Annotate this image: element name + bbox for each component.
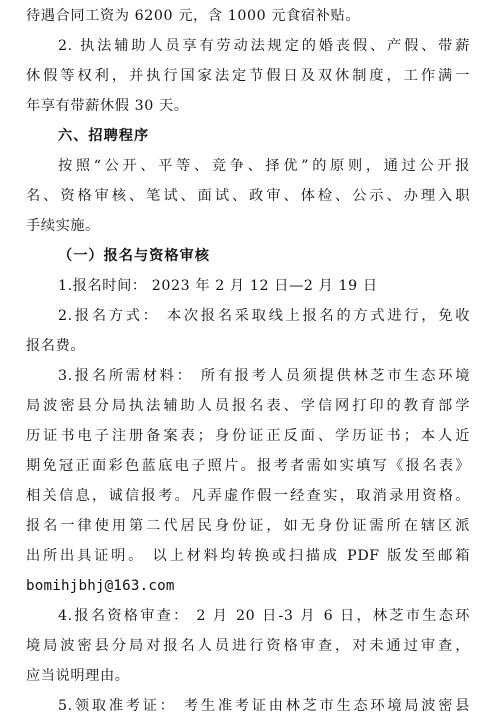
text-line-leave-1: 2. 执法辅助人员享有劳动法规定的婚丧假、产假、带薪 [58,38,470,54]
text-line-leave-3: 年享有带薪休假 30 天。 [26,98,189,114]
text-line-review-1: 4.报名资格审查： 2 月 20 日-3 月 6 日，林芝市生态环 [58,608,470,624]
text-line-materials-6: 报名一律使用第二代居民身份证，如无身份证需所在辖区派 [26,518,470,534]
text-line-materials-4: 期免冠正面彩色蓝底电子照片。报考者需如实填写《报名表》 [26,458,470,474]
subsection-heading-registration: （一）报名与资格审核 [58,248,210,264]
text-line-admission-ticket: 5.领取准考证： 考生准考证由林芝市生态环境局波密县 [58,698,470,714]
text-line-leave-2: 休假等权利，并执行国家法定节假日及双休制度，工作满一 [26,68,470,84]
text-line-salary: 待遇合同工资为 6200 元，含 1000 元食宿补贴。 [26,8,361,24]
text-line-materials-1: 3.报名所需材料： 所有报考人员须提供林芝市生态环境 [58,368,470,384]
text-line-materials-2: 局波密县分局执法辅助人员报名表、学信网打印的教育部学 [26,398,470,414]
text-line-review-2: 境局波密县分局对报名人员进行资格审查，对未通过审查， [26,638,470,654]
text-line-reg-time: 1.报名时间： 2023 年 2 月 12 日—2 月 19 日 [58,278,378,294]
email-address[interactable]: bomihjbhj@163.com [26,578,175,594]
text-line-principle-2: 名、资格审核、笔试、面试、政审、体检、公示、办理入职 [26,188,470,204]
text-line-reg-method-2: 报名费。 [26,338,86,354]
text-line-principle-3: 手续实施。 [26,218,100,234]
text-line-reg-method-1: 2.报名方式： 本次报名采取线上报名的方式进行，免收 [58,308,470,324]
text-line-materials-3: 历证书电子注册备案表；身份证正反面、学历证书；本人近 [26,428,470,444]
text-line-review-3: 应当说明理由。 [26,668,130,684]
text-line-principle-1: 按照“公开、平等、竞争、择优”的原则，通过公开报 [58,158,470,174]
text-line-materials-7: 出所出具证明。 以上材料均转换或扫描成 PDF 版发至邮箱 [26,548,470,564]
section-heading-recruitment: 六、招聘程序 [58,128,150,144]
text-line-materials-5: 相关信息，诚信报考。凡弄虚作假一经查实，取消录用资格。 [26,488,470,504]
